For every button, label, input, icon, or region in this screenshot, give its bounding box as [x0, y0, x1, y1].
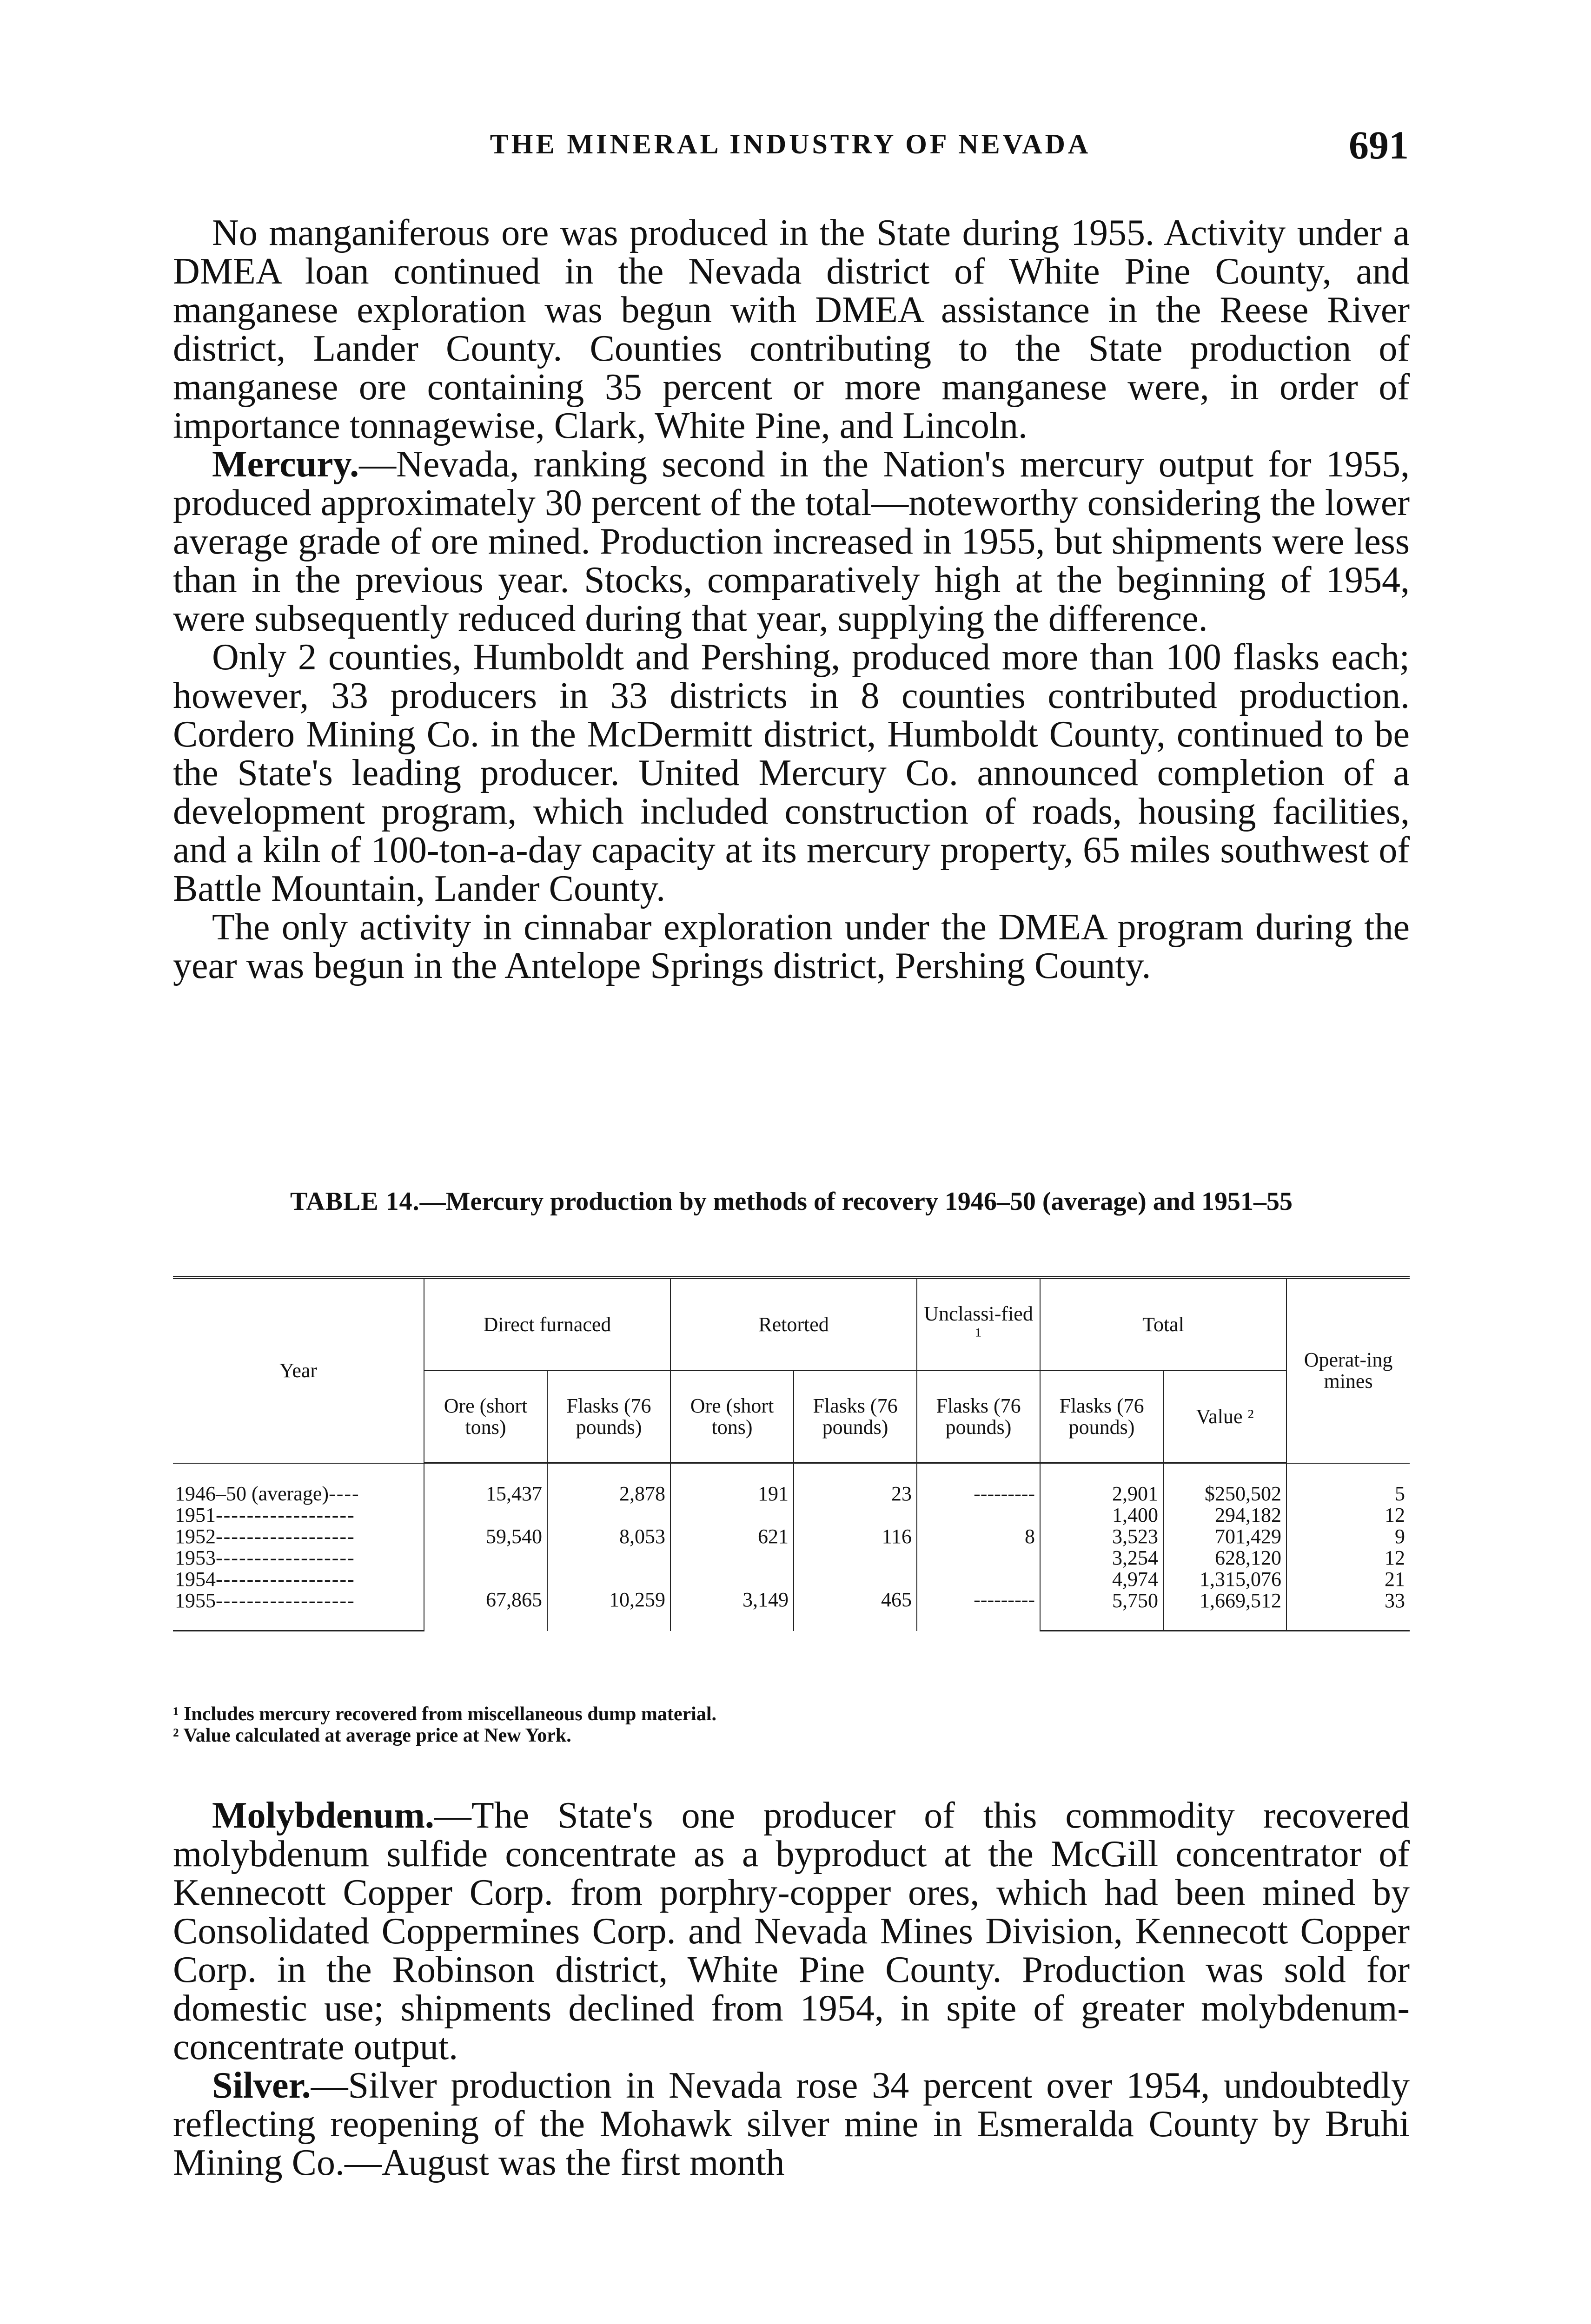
table-container: [173, 1276, 1410, 1631]
dot-leader: ------------------: [216, 1504, 355, 1526]
table-footnotes: [173, 1703, 1410, 1746]
table-header-row: [173, 1278, 1410, 1371]
dot-leader: ----: [329, 1482, 360, 1505]
footnote-1: ¹ Includes mercury recovered from miscellaneous dump material.: [173, 1703, 716, 1725]
cell-ret-ore: 621: [670, 1505, 794, 1569]
table-row: [173, 1505, 1410, 1526]
cell-unclassified: ---------: [917, 1463, 1040, 1505]
cell-df-ore: 67,865: [424, 1569, 547, 1631]
dot-leader: ------------------: [216, 1546, 355, 1569]
col-header-df-ore: Ore (short tons): [424, 1371, 547, 1463]
row-year: [173, 1526, 424, 1547]
paragraph-mercury: [173, 445, 1410, 638]
cell-ret-flasks: 116: [794, 1505, 917, 1569]
year-label: 1952: [175, 1525, 216, 1548]
cell-total-flasks: 3,254: [1040, 1547, 1163, 1569]
section-heading-silver: Silver.: [212, 2065, 311, 2106]
col-header-direct-furnaced: Direct furnaced: [424, 1278, 670, 1371]
col-header-value: Value ²: [1163, 1371, 1286, 1463]
cell-total-flasks: 3,523: [1040, 1526, 1163, 1547]
paragraph-mercury-counties: [173, 638, 1410, 908]
footnote-2: ² Value calculated at average price at New York.: [173, 1725, 571, 1746]
cell-df-flasks: 8,053: [547, 1505, 670, 1569]
cell-ret-flasks: 23: [794, 1463, 917, 1505]
cell-operating-mines: 5: [1286, 1463, 1410, 1505]
row-year: [173, 1463, 424, 1505]
table-row: [173, 1463, 1410, 1505]
body-text-top: [173, 214, 1410, 985]
col-header-ret-flasks: Flasks (76 pounds): [794, 1371, 917, 1463]
paragraph-molybdenum: [173, 1796, 1410, 2067]
dot-leader: ------------------: [216, 1525, 355, 1548]
row-year: [173, 1505, 424, 1526]
year-label: 1955: [175, 1589, 216, 1612]
cell-ret-ore: 191: [670, 1463, 794, 1505]
cell-value: 1,315,076: [1163, 1569, 1286, 1590]
table-title: —Mercury production by methods of recovery 1946–50 (average) and 1951–55: [419, 1187, 1293, 1216]
paragraph-text: Only 2 counties, Humboldt and Pershing, produced more than 100 flasks each; however, 33 producers in 33 districts in 8 counties contributed production. Cordero Mining Co. in the McDermitt district, Humboldt County, continued to be the State's leading producer. United Mercury Co. announced completion of a development program, which included construction of roads, housing facilities, and a kiln of 100-ton-a-day capacity at its mercury property, 65 miles southwest of Battle Mountain, Lander County.: [173, 637, 1410, 909]
cell-operating-mines: 9: [1286, 1526, 1410, 1547]
year-label: 1953: [175, 1546, 216, 1569]
cell-value: 628,120: [1163, 1547, 1286, 1569]
table-row: [173, 1569, 1410, 1590]
col-header-total-flasks: Flasks (76 pounds): [1040, 1371, 1163, 1463]
cell-ret-ore: 3,149: [670, 1569, 794, 1631]
year-label: 1946–50 (average): [175, 1482, 329, 1505]
row-year: [173, 1569, 424, 1590]
col-header-operating-mines: Operat-ing mines: [1286, 1278, 1410, 1463]
cell-df-flasks: 10,259: [547, 1569, 670, 1631]
paragraph-text: —Nevada, ranking second in the Nation's mercury output for 1955, produced approximately 30 percent of the total—noteworthy considering the lower average grade of ore mined. Production increased in 1955, but shipments were less than in the previous year. Stocks, comparatively high at the beginning of 1954, were subsequently reduced during that year, supplying the difference.: [173, 444, 1410, 639]
body-text-bottom: [173, 1796, 1410, 2182]
col-header-unc-flasks: Flasks (76 pounds): [917, 1371, 1040, 1463]
section-heading-molybdenum: Molybdenum.: [212, 1795, 434, 1836]
col-header-retorted: Retorted: [670, 1278, 917, 1371]
cell-df-ore: 15,437: [424, 1463, 547, 1505]
year-label: 1954: [175, 1568, 216, 1591]
cell-operating-mines: 12: [1286, 1505, 1410, 1526]
mercury-production-table: [173, 1276, 1410, 1631]
cell-df-ore: 59,540: [424, 1505, 547, 1569]
col-header-total: Total: [1040, 1278, 1286, 1371]
cell-total-flasks: 4,974: [1040, 1569, 1163, 1590]
cell-value: 701,429: [1163, 1526, 1286, 1547]
paragraph-manganese: [173, 214, 1410, 445]
col-header-year: Year: [173, 1278, 424, 1463]
cell-operating-mines: 33: [1286, 1590, 1410, 1631]
table-label: TABLE 14.: [290, 1187, 420, 1216]
paragraph-cinnabar: [173, 908, 1410, 985]
cell-unclassified: ---------: [917, 1569, 1040, 1631]
cell-total-flasks: 2,901: [1040, 1463, 1163, 1505]
cell-value: 1,669,512: [1163, 1590, 1286, 1631]
running-head: [172, 122, 1409, 168]
cell-df-flasks: 2,878: [547, 1463, 670, 1505]
col-header-ret-ore: Ore (short tons): [670, 1371, 794, 1463]
running-title: THE MINERAL INDUSTRY OF NEVADA: [490, 129, 1091, 159]
cell-operating-mines: 21: [1286, 1569, 1410, 1590]
cell-unclassified: 8: [917, 1505, 1040, 1569]
paragraph-silver: [173, 2067, 1410, 2182]
cell-total-flasks: 5,750: [1040, 1590, 1163, 1631]
section-heading-mercury: Mercury.: [212, 444, 359, 485]
cell-value: $250,502: [1163, 1463, 1286, 1505]
cell-value: 294,182: [1163, 1505, 1286, 1526]
page-number: 691: [1349, 123, 1409, 167]
row-year: [173, 1547, 424, 1569]
col-header-df-flasks: Flasks (76 pounds): [547, 1371, 670, 1463]
paragraph-text: No manganiferous ore was produced in the State during 1955. Activity under a DMEA loan continued in the Nevada district of White Pine County, and manganese exploration was begun with DMEA assistance in the Reese River district, Lander County. Counties contributing to the State production of manganese ore containing 35 percent or more manganese were, in order of importance tonnagewise, Clark, White Pine, and Lincoln.: [173, 212, 1410, 446]
dot-leader: ------------------: [216, 1568, 355, 1591]
row-year: [173, 1590, 424, 1631]
cell-total-flasks: 1,400: [1040, 1505, 1163, 1526]
cell-operating-mines: 12: [1286, 1547, 1410, 1569]
dot-leader: ------------------: [216, 1589, 355, 1612]
paragraph-text: —The State's one producer of this commodity recovered molybdenum sulfide concentrate as a byproduct at the McGill concentrator of Kennecott Copper Corp. from porphry-copper ores, which had been mined by Consolidated Coppermines Corp. and Nevada Mines Division, Kennecott Copper Corp. in the Robinson district, White Pine County. Production was sold for domestic use; shipments declined from 1954, in spite of greater molybdenum-concentrate output.: [173, 1795, 1410, 2067]
col-header-unclassified: Unclassi-fied ¹: [917, 1278, 1040, 1371]
cell-ret-flasks: 465: [794, 1569, 917, 1631]
year-label: 1951: [175, 1504, 216, 1526]
paragraph-text: —Silver production in Nevada rose 34 percent over 1954, undoubtedly reflecting reopening of the Mohawk silver mine in Esmeralda County by Bruhi Mining Co.—August was the first month: [173, 2065, 1410, 2183]
paragraph-text: The only activity in cinnabar exploration under the DMEA program during the year was begun in the Antelope Springs district, Pershing County.: [173, 907, 1410, 986]
table-caption: [173, 1188, 1410, 1215]
